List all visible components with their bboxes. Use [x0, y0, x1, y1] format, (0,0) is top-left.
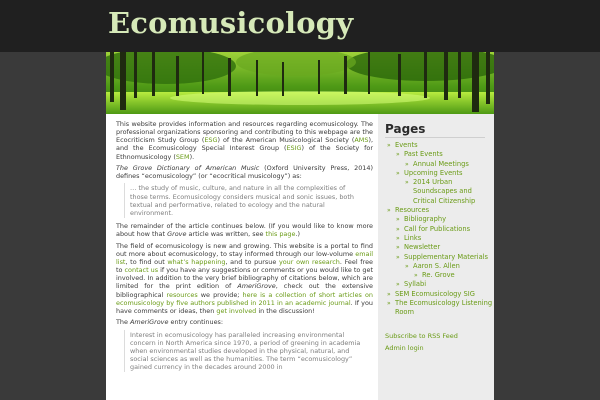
- admin-login-link[interactable]: Admin login: [385, 344, 424, 353]
- esg-link[interactable]: ESG: [204, 136, 218, 145]
- sidebar-item-links: [394, 234, 494, 243]
- site-header: [0, 0, 600, 52]
- whats-happening-link[interactable]: what’s happening: [167, 257, 226, 266]
- interest-quote: Interest in ecomusicology has paralleled increasing environmental concern in North America since 1970, a period of greening in academia when environmental studies developed in the physical, natural, and social sciences as well as the humanities. The term “ecomusicology” gained currency in the decades around 2000 in: [124, 330, 363, 373]
- sidebar-link[interactable]: Annual Meetings: [413, 159, 469, 168]
- sidebar-link[interactable]: Call for Publications: [404, 224, 471, 233]
- sidebar-item-aaron-s-allen: [403, 262, 494, 271]
- sidebar-link[interactable]: Upcoming Events: [404, 168, 463, 177]
- continues-paragraph: The AmeriGrove entry continues:: [116, 318, 224, 327]
- email-list-link[interactable]: email list: [116, 249, 373, 266]
- esig-link[interactable]: ESIG: [286, 144, 302, 153]
- sidebar-link[interactable]: Past Events: [404, 150, 443, 159]
- sidebar-link[interactable]: Newsletter: [404, 243, 441, 252]
- sidebar-item-newsletter: [394, 243, 494, 252]
- sidebar-item-sem-ecomusicology-sig: [385, 290, 494, 299]
- intro-paragraph: This website provides information and resources regarding ecomusicology. The professional organizations sponsoring and contributing to this webpage are the Ecocriticism Study Group (ESG) of the American Musicological Society (AMS), and the Ecomusicology Special Interest Group (ESIG) of the Society for Ethnomusicology (SEM).: [116, 120, 374, 161]
- sidebar-item-resources: [385, 206, 494, 215]
- sidebar-link[interactable]: Links: [404, 233, 422, 242]
- sidebar-item-2014-urban-soundscapes-and-critical-citizenship: [403, 178, 494, 206]
- ams-link[interactable]: AMS: [354, 136, 369, 145]
- sidebar-item-upcoming-events: [394, 169, 494, 178]
- short-articles-link[interactable]: here is a collection of short articles on ecomusicology by five authors published in 2011 in an academic journal: [116, 290, 373, 307]
- sidebar-item-supplementary-materials: [394, 253, 494, 262]
- sidebar-item-the-ecomusicology-listening-room: [385, 299, 494, 318]
- sem-link[interactable]: SEM: [175, 152, 190, 161]
- sidebar-link[interactable]: Re. Grove: [422, 271, 455, 280]
- definition-quote: … the study of music, culture, and nature in all the complexities of those terms. Ecomusicology considers musical and sonic issues, both textual and performative, related to ecology and the natural environment.: [124, 183, 363, 218]
- sidebar-link[interactable]: The Ecomusicology Listening Room: [395, 299, 493, 317]
- pages-heading: Pages: [385, 122, 485, 138]
- sidebar-item-syllabi: [394, 280, 494, 289]
- sidebar-item-events: [385, 141, 494, 150]
- sidebar-item-call-for-publications: [394, 225, 494, 234]
- site-title[interactable]: Ecomusicology: [108, 6, 354, 40]
- field-paragraph: The field of ecomusicology is new and growing. This website is a portal to find out more about ecomusicology, to stay informed through our low-volume email list, to find out what’s happening, and to pursue your own research. Feel free to contact us if you have any suggestions or comments or you would like to get involved. In addition to the very brief bibliography of citations below, which are limited for the print edition of AmeriGrove, check out the extensive bibliographical resources we provide; here is a collection of short articles on ecomusicology by five authors published in 2011 in an academic journal. If you have comments or ideas, then get involved in the discussion!: [116, 241, 373, 315]
- your-own-research-link[interactable]: your own research: [278, 257, 340, 266]
- sidebar-link[interactable]: Supplementary Materials: [404, 252, 489, 261]
- sidebar-link[interactable]: 2014 Urban Soundscapes and Critical Citizenship: [413, 178, 476, 205]
- rss-link[interactable]: Subscribe to RSS Feed: [385, 331, 458, 340]
- definition-paragraph: The Grove Dictionary of American Music (Oxford University Press, 2014) defines “ecomusicology” (or “ecocritical musicology”) as:: [116, 163, 373, 181]
- sidebar-link[interactable]: SEM Ecomusicology SIG: [395, 289, 475, 298]
- sidebar-item-annual-meetings: [403, 160, 494, 169]
- sidebar-link[interactable]: Resources: [395, 206, 430, 215]
- get-involved-link[interactable]: get involved: [216, 306, 257, 315]
- this-page-link[interactable]: this page: [265, 230, 296, 239]
- forest-banner-image: [106, 52, 494, 114]
- sidebar-link[interactable]: Bibliography: [404, 215, 447, 224]
- sidebar-item-re-grove: [412, 271, 494, 280]
- sidebar-item-bibliography: [394, 215, 494, 224]
- sidebar: [378, 114, 494, 400]
- sidebar-link[interactable]: Events: [395, 141, 418, 149]
- sidebar-extra-links: [385, 330, 494, 355]
- sidebar-link[interactable]: Syllabi: [404, 280, 427, 289]
- remainder-paragraph: The remainder of the article continues below. (If you would like to know more about how that Grove article was written, see this page.): [116, 222, 373, 239]
- resources-link[interactable]: resources: [166, 290, 198, 299]
- contact-us-link[interactable]: contact us: [124, 266, 159, 275]
- content-area: [106, 114, 494, 400]
- forest-illustration: [106, 52, 494, 114]
- pages-list: [385, 141, 494, 318]
- sidebar-item-past-events: [394, 150, 494, 159]
- sidebar-link[interactable]: Aaron S. Allen: [413, 261, 460, 270]
- main-content: [116, 120, 373, 376]
